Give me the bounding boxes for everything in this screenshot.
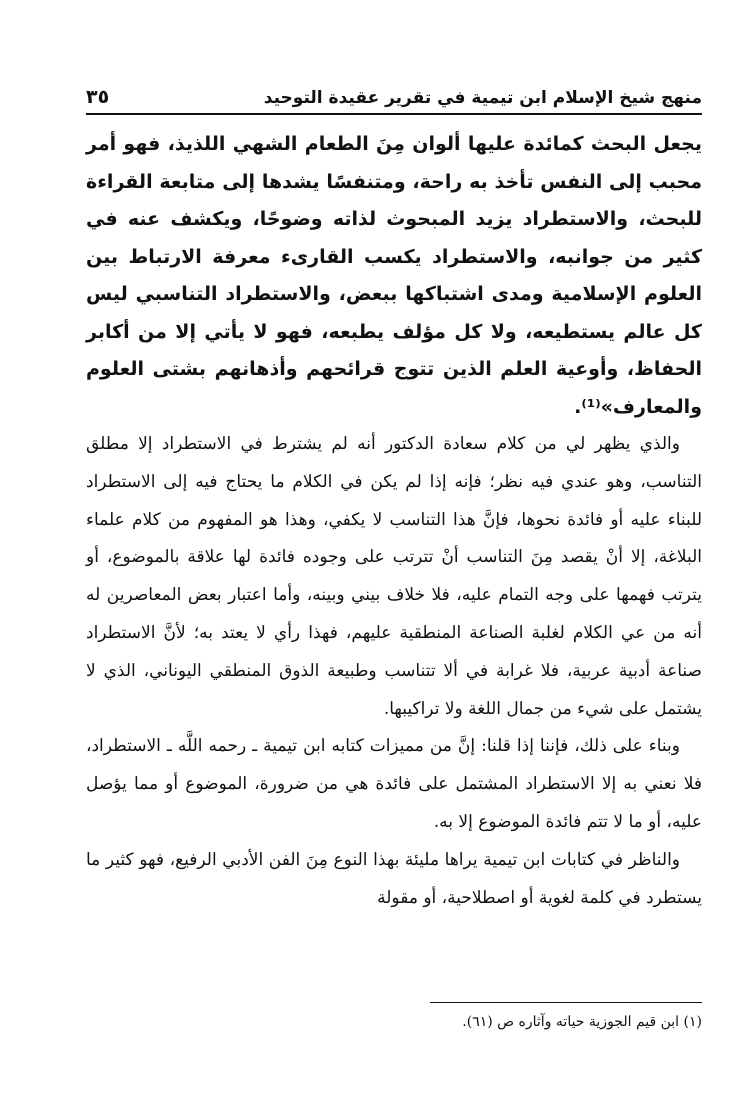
footnote: (١) ابن قيم الجوزية حياته وآثاره ص (٦١). — [462, 1014, 702, 1030]
running-header — [86, 78, 702, 108]
header-rule — [86, 113, 702, 115]
footnote-rule — [430, 1002, 702, 1003]
page-number: ٣٥ — [86, 86, 110, 108]
body-text — [86, 126, 702, 917]
header-title: منهج شيخ الإسلام ابن تيمية في تقرير عقيدة التوحيد — [263, 88, 702, 108]
quoted-passage: يجعل البحث كمائدة عليها ألوان مِنَ الطعام الشهي اللذيذ، فهو أمر محبب إلى النفس تأخذ به راحة، ومتنفسًا يشدها إلى متابعة القراءة للبحث، والاستطراد يزيد المبحوث لذاته وضوحًا، ويكشف عنه في كثير من جوانبه، والاستطراد يكسب القارىء معرفة الارتباط بين العلوم الإسلامية ومدى اشتباكها ببعض، والاستطراد التناسبي ليس كل عالم يستطيعه، ولا كل مؤلف يطبعه، فهو لا يأتي إلا من أكابر الحفاظ، وأوعية العلم الذين تتوج قرائحهم وأذهانهم بشتى العلوم والمعارف»⁽¹⁾. — [86, 133, 702, 418]
paragraph: والناظر في كتابات ابن تيمية يراها مليئة بهذا النوع مِنَ الفن الأدبي الرفيع، فهو كثير ما يستطرد في كلمة لغوية أو اصطلاحية، أو مقولة — [86, 849, 702, 908]
paragraph: وبناء على ذلك، فإننا إذا قلنا: إنَّ من مميزات كتابه ابن تيمية ـ رحمه اللَّه ـ الاستطراد، فلا نعني به إلا الاستطراد المشتمل على فائدة هي من ضرورة، الموضوع أو مما يؤصل عليه، أو ما لا تتم فائدة الموضوع إلا به. — [86, 736, 702, 832]
paragraph: والذي يظهر لي من كلام سعادة الدكتور أنه لم يشترط في الاستطراد إلا مطلق التناسب، وهو عندي فيه نظر؛ فإنه إذا لم يكن في الكلام ما يحتاج فيه إلى الاستطراد للبناء عليه أو فائدة نحوها، فإنَّ هذا التناسب لا يكفي، وهذا هو المفهوم من كلام علماء البلاغة، إلا أنْ يقصد مِنَ التناسب أنْ تترتب على وجوده فائدة لها علاقة بالموضوع، أو يترتب فهمها على وجه التمام عليه، فلا خلاف بيني وبينه، وأما اعتبار بعض المعاصرين له أنه من عي الكلام لغلبة الصناعة المنطقية عليهم، فهذا رأي لا يعتد به؛ لأنَّ الاستطراد صناعة أدبية عربية، فلا غرابة في ألا تتناسب وطبيعة الذوق المنطقي اليوناني، الذي لا يشتمل على شيء من جمال اللغة ولا تراكيبها. — [86, 434, 702, 719]
